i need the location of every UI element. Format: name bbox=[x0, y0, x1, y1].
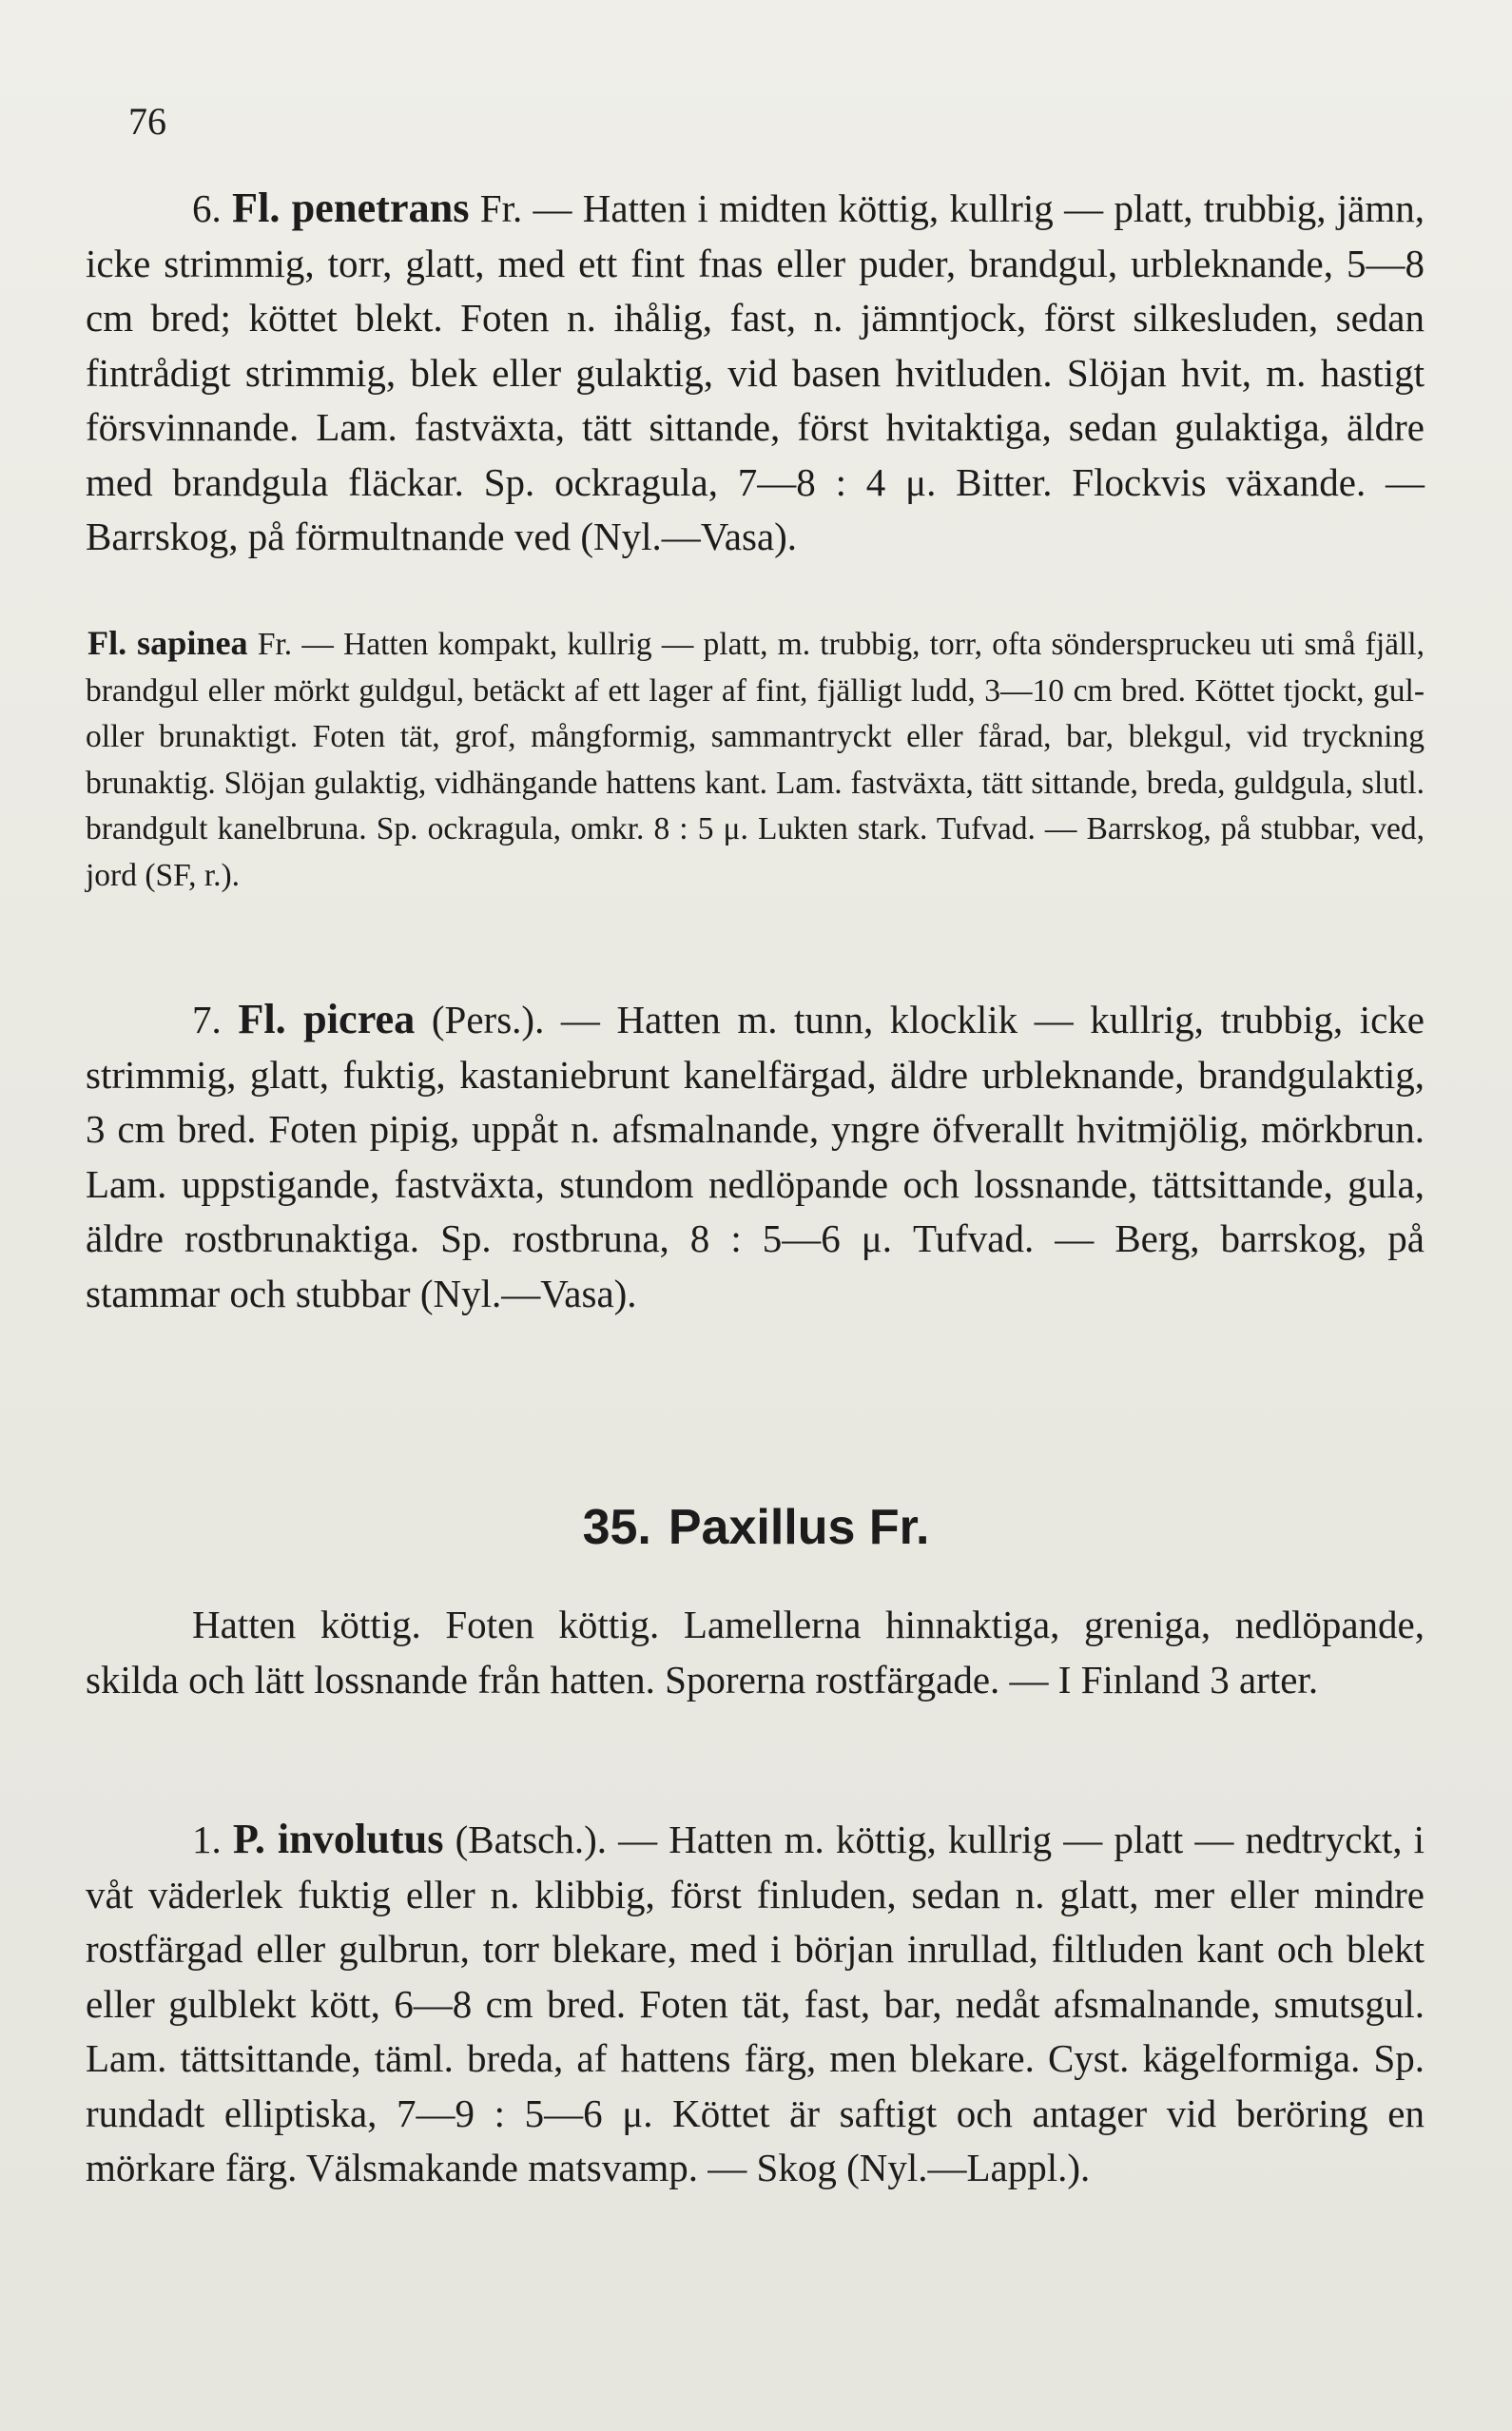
genus-number: 35. bbox=[582, 1500, 651, 1555]
genus-description: Hatten köttig. Foten köttig. Lamellerna hinnaktiga, greniga, nedlöpande, skilda och lätt lossnande från hatten. Sporerna rostfärgade. — I Finland 3 arter. bbox=[86, 1603, 1425, 1702]
species-name: Fl. sapinea bbox=[87, 624, 248, 662]
entry-text: (Batsch.). — Hatten m. köttig, kullrig — platt — nedtryckt, i våt väderlek fuktig eller n. klibbig, först finluden, sedan n. glatt, mer eller mindre rostfärgad eller gulbrun, torr blekare, med i början inrullad, filtluden kant och blekt eller gulblekt kött, 6—8 cm bred. Foten tät, fast, bar, nedåt afsmalnande, smutsgul. Lam. tättsittande, täml. breda, af hattens färg, men blekare. Cyst. kägelformiga. Sp. rundadt elliptiska, 7—9 : 5—6 μ. Köttet är saftigt och antager vid beröring en mörkare färg. Välsmakande matsvamp. — Skog (Nyl.—Lappl.). bbox=[86, 1818, 1425, 2189]
entry-text: Fr. — Hatten i midten köttig, kullrig — platt, trubbig, jämn, icke strimmig, torr, glatt, med ett fint fnas eller puder, brandgul, urbleknande, 5—8 cm bred; köttet blekt. Foten n. ihålig, fast, n. jämntjock, först silkesluden, sedan fintrådigt strimmig, blek eller gulaktig, vid basen hvitluden. Slöjan hvit, m. hastigt försvinnande. Lam. fastväxta, tätt sittande, först hvitaktiga, sedan gulaktiga, äldre med brandgula fläckar. Sp. ockragula, 7—8 : 4 μ. Bitter. Flockvis växande. — Barrskog, på förmultnande ved (Nyl.—Vasa). bbox=[86, 186, 1425, 558]
species-entry-penetrans bbox=[86, 181, 1425, 565]
entry-number: 6. bbox=[192, 186, 222, 230]
entry-number: 7. bbox=[192, 998, 222, 1041]
entry-number: 1. bbox=[192, 1818, 222, 1861]
entry-text: Fr. — Hatten kompakt, kullrig — platt, m. trubbig, torr, ofta sönderspruckeu uti små fjäll, brandgul eller mörkt guldgul, betäckt af ett lager af fint, fjälligt ludd, 3—10 cm bred. Köttet tjockt, gul- oller brunaktigt. Foten tät, grof, mångformig, sammantryckt eller fårad, bar, blekgul, vid tryckning brunaktig. Slöjan gulaktig, vidhängande hattens kant. Lam. fastväxta, tätt sittande, breda, guldgula, slutl. brandgult kanelbruna. Sp. ockragula, omkr. 8 : 5 μ. Lukten stark. Tufvad. — Barrskog, på stubbar, ved, jord (SF, r.). bbox=[86, 627, 1425, 893]
species-name: Fl. penetrans bbox=[232, 185, 470, 231]
species-name: Fl. picrea bbox=[238, 996, 416, 1042]
species-entry-picrea bbox=[86, 992, 1425, 1321]
genus-heading bbox=[0, 1494, 1512, 1561]
genus-name: Paxillus Fr. bbox=[668, 1500, 930, 1555]
species-entry-involutus bbox=[86, 1812, 1425, 2196]
species-name: P. involutus bbox=[232, 1816, 444, 1862]
species-entry-sapinea bbox=[86, 620, 1425, 899]
entry-text: (Pers.). — Hatten m. tunn, klocklik — kullrig, trubbig, icke strimmig, glatt, fuktig, kastaniebrunt kanelfärgad, äldre urbleknande, brandgulaktig, 3 cm bred. Foten pipig, uppåt n. afsmalnande, yngre öfverallt hvitmjölig, mörkbrun. Lam. uppstigande, fastväxta, stundom nedlöpande och lossnande, tättsittande, gula, äldre rostbrunaktiga. Sp. rostbruna, 8 : 5—6 μ. Tufvad. — Berg, barrskog, på stammar och stubbar (Nyl.—Vasa). bbox=[86, 998, 1425, 1315]
page-number: 76 bbox=[128, 100, 166, 143]
